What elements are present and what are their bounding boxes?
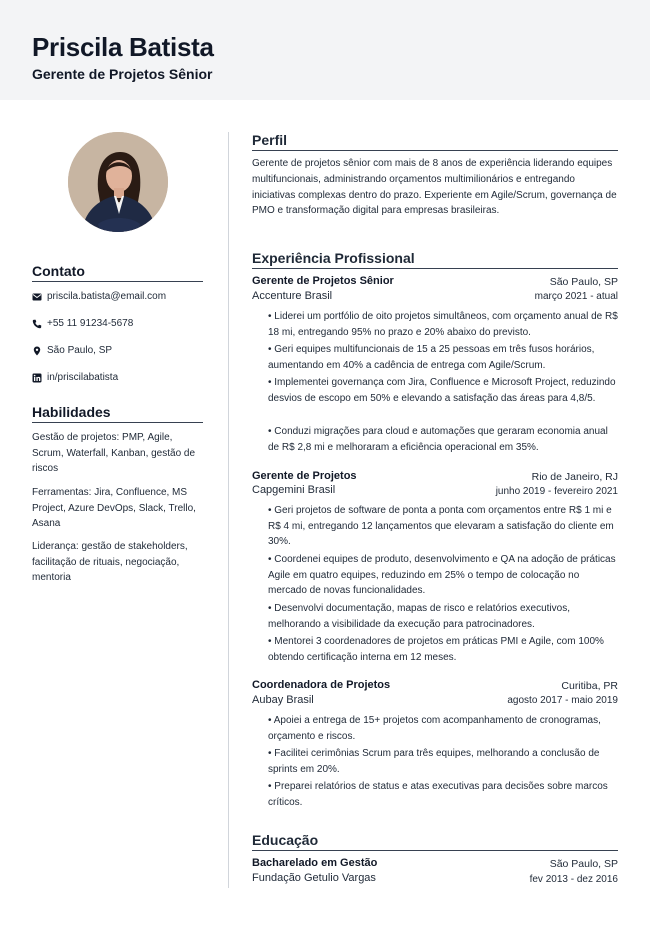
job-dates: agosto 2017 - maio 2019 [507,695,618,706]
job-bullet: • Apoiei a entrega de 15+ projetos com acompanhamento de cronogramas, orçamento e riscos. [268,715,601,742]
job-company: Accenture Brasil [252,290,333,302]
job-bullet: • Liderei um portfólio de oito projetos simultâneos, com orçamento anual de R$ 18 mi, entregando 95% no prazo e 20% abaixo do previsto. [268,311,618,338]
contact-phone[interactable] [32,318,133,329]
job-bullet: • Geri equipes multifuncionais de 15 a 25 pessoas em três fusos horários, aumentando em 40% a cadência de entrega com Agile/Scrum. [268,344,595,371]
education-location: São Paulo, SP [549,858,618,870]
phone-text: +55 11 91234-5678 [47,318,134,329]
job-bullet: • Preparei relatórios de status e atas executivas para decisões sobre marcos críticos. [268,781,608,808]
education-dates: fev 2013 - dez 2016 [529,874,618,885]
job-location: Curitiba, PR [561,680,618,692]
job-bullet: • Facilitei cerimônias Scrum para três equipes, melhorando a conclusão de sprints em 20%. [268,748,600,775]
contact-linkedin[interactable] [32,372,118,383]
education-heading: Educação [252,832,618,851]
job-dates: junho 2019 - fevereiro 2021 [495,486,618,497]
job-title: Coordenadora de Projetos [252,679,391,691]
location-pin-icon [32,346,42,356]
education-school: Fundação Getulio Vargas [252,872,376,884]
contact-email[interactable] [32,291,166,302]
header-band [0,0,650,100]
mail-icon [32,292,42,302]
profile-text: Gerente de projetos sênior com mais de 8 anos de experiência liderando equipes multifuncionais, administrando orçamentos multimilionários e entregando iniciativas complexas dentro do prazo. Experiente em Agile/Scrum, governança de PMO e transformação digital para empresas brasileiras. [252,158,617,217]
job-bullet: • Conduzi migrações para cloud e automações que geraram economia anual de R$ 2,8 mi e melhoraram a eficiência operacional em 35%. [268,426,608,453]
job-bullet: • Desenvolvi documentação, mapas de risco e relatórios executivos, melhorando a visibilidade da execução para patrocinadores. [268,603,570,630]
column-divider [228,132,229,888]
avatar-illustration [68,132,168,232]
profile-heading: Perfil [252,132,618,151]
contact-location [32,345,112,356]
job-location: São Paulo, SP [549,276,618,288]
job-bullet: • Coordenei equipes de produto, desenvolvimento e QA na adoção de práticas Agile em quatro equipes, reduzindo em 25% o tempo de colocação no mercado de novas funcionalidades. [268,554,616,596]
job-bullet: • Mentorei 3 coordenadores de projetos em práticas PMI e Agile, com 100% obtendo certificação interna em 12 meses. [268,636,604,663]
linkedin-icon [32,373,42,383]
job-location: Rio de Janeiro, RJ [531,471,618,483]
education-degree: Bacharelado em Gestão [252,857,378,869]
experience-heading: Experiência Profissional [252,250,618,269]
job-bullet: • Geri projetos de software de ponta a ponta com orçamentos entre R$ 1 mi e R$ 4 mi, entregando 12 lançamentos que elevaram a satisfação do cliente em 30%. [268,505,614,547]
candidate-role: Gerente de Projetos Sênior [32,66,213,82]
contact-heading: Contato [32,263,203,282]
job-title: Gerente de Projetos Sênior [252,275,394,287]
skill-item: Gestão de projetos: PMP, Agile, Scrum, Waterfall, Kanban, gestão de riscos [32,432,196,474]
job-title: Gerente de Projetos [252,470,357,482]
job-company: Aubay Brasil [252,694,314,706]
email-text: priscila.batista@email.com [47,291,167,302]
job-bullet: • Implementei governança com Jira, Confluence e Microsoft Project, reduzindo desvios de escopo em 50% e elevando a satisfação das áreas para 4,8/5. [268,377,616,404]
avatar [68,132,168,232]
linkedin-text: in/priscilabatista [47,372,119,383]
location-text: São Paulo, SP [47,345,113,356]
job-dates: março 2021 - atual [534,291,618,302]
candidate-name: Priscila Batista [32,32,214,62]
skill-item: Ferramentas: Jira, Confluence, MS Project, Azure DevOps, Slack, Trello, Asana [32,487,196,529]
skill-item: Liderança: gestão de stakeholders, facilitação de rituais, negociação, mentoria [32,541,188,583]
phone-icon [32,319,42,329]
job-company: Capgemini Brasil [252,484,336,496]
skills-heading: Habilidades [32,404,203,423]
